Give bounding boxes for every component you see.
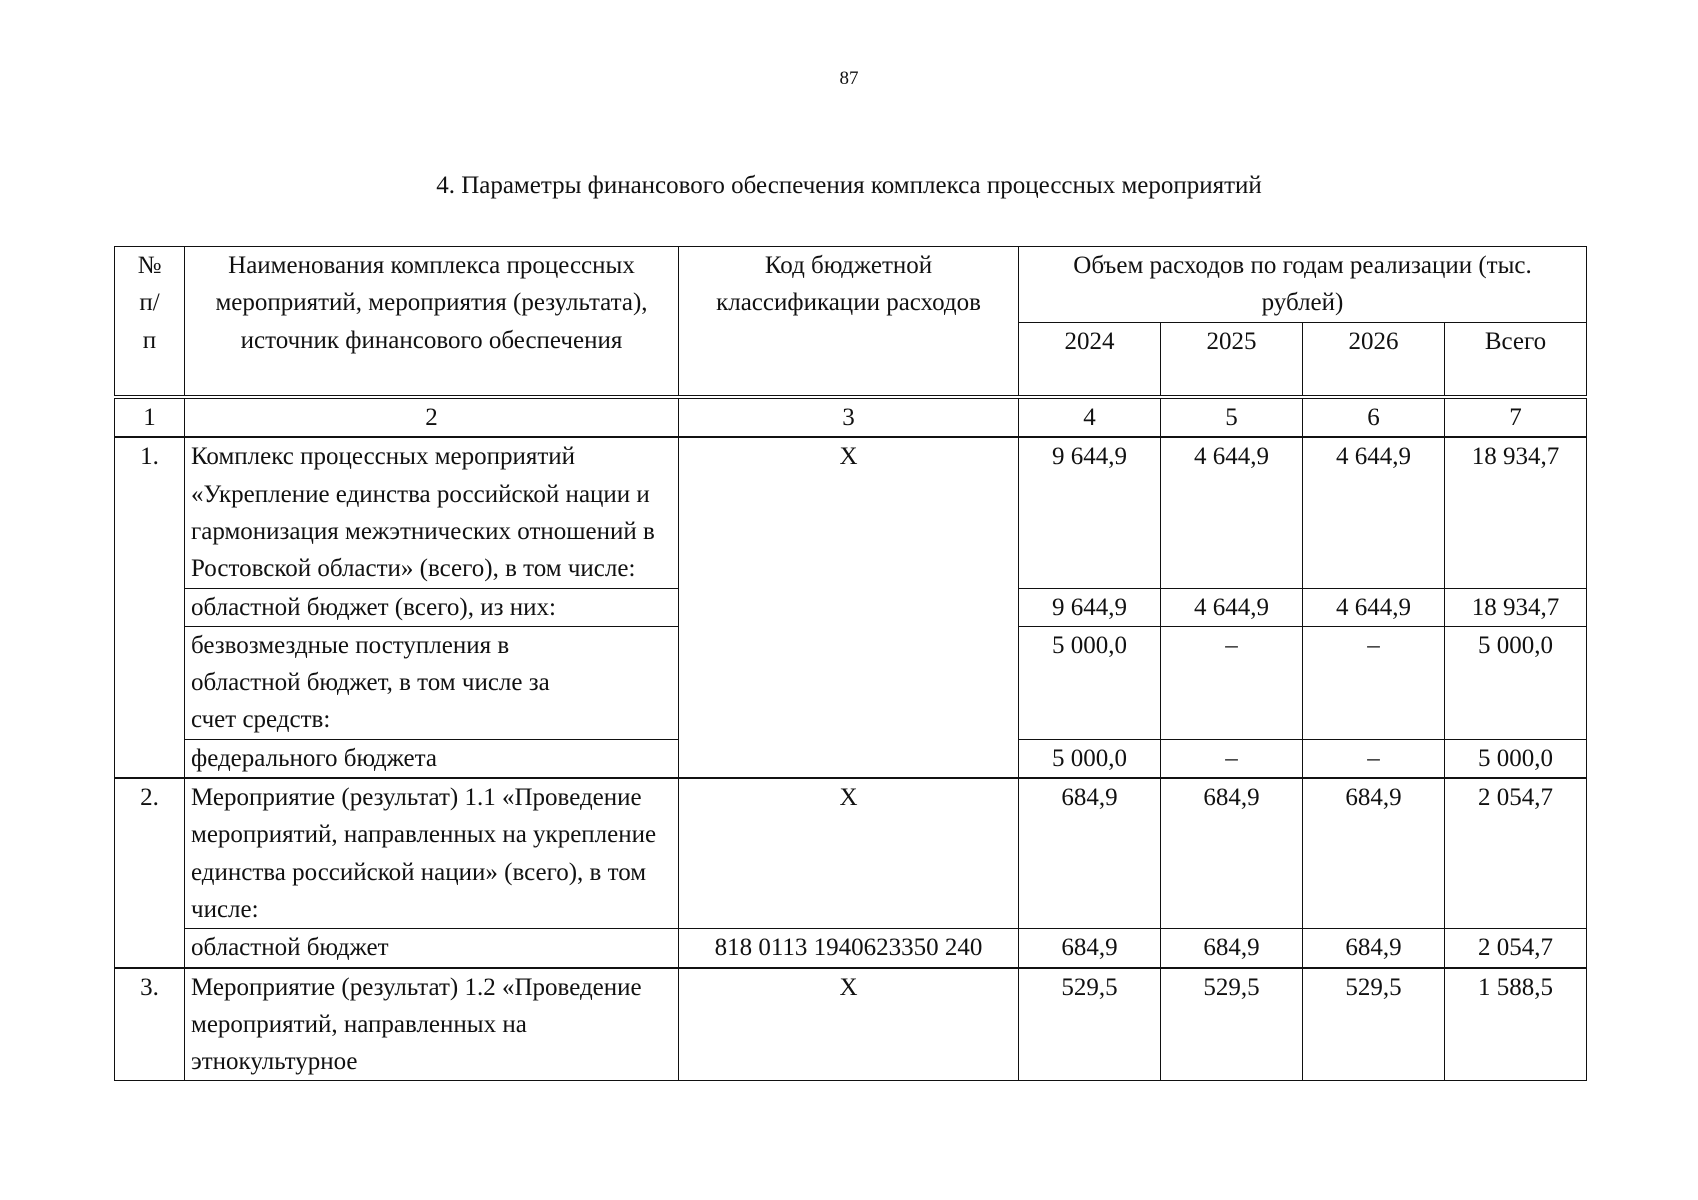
value-total: 5 000,0 <box>1445 739 1587 778</box>
row-number: 1. <box>115 437 185 778</box>
row-code: Х <box>679 968 1019 1081</box>
value-total: 2 054,7 <box>1445 778 1587 929</box>
table-row <box>115 778 1587 929</box>
column-numbers-row <box>115 397 1587 437</box>
row-name: областной бюджет <box>185 929 679 968</box>
value-total: 5 000,0 <box>1445 626 1587 739</box>
value-2025: – <box>1161 626 1303 739</box>
header-name: Наименования комплекса процессных мероприятий, мероприятия (результата), источник финансового обеспечения <box>185 247 679 398</box>
header-total: Всего <box>1445 322 1587 397</box>
value-2026: 684,9 <box>1303 778 1445 929</box>
row-name: Мероприятие (результат) 1.2 «Проведение мероприятий, направленных на этнокультурное <box>185 968 679 1081</box>
column-number: 3 <box>679 397 1019 437</box>
row-number: 2. <box>115 778 185 967</box>
value-2026: – <box>1303 739 1445 778</box>
value-total: 18 934,7 <box>1445 588 1587 626</box>
value-2026: 4 644,9 <box>1303 588 1445 626</box>
row-code: Х <box>679 437 1019 778</box>
row-code: Х <box>679 778 1019 929</box>
row-code: 818 0113 1940623350 240 <box>679 929 1019 968</box>
value-2026: 4 644,9 <box>1303 437 1445 588</box>
value-2024: 9 644,9 <box>1019 437 1161 588</box>
value-total: 18 934,7 <box>1445 437 1587 588</box>
page-number: 87 <box>839 68 859 89</box>
header-code: Код бюджетной классификации расходов <box>679 247 1019 398</box>
value-2026: 684,9 <box>1303 929 1445 968</box>
column-number: 6 <box>1303 397 1445 437</box>
row-name: Мероприятие (результат) 1.1 «Проведение мероприятий, направленных на укрепление единства российской нации» (всего), в том числе: <box>185 778 679 929</box>
value-2025: 684,9 <box>1161 929 1303 968</box>
row-name: областной бюджет (всего), из них: <box>185 588 679 626</box>
header-row <box>115 247 1587 323</box>
row-name: безвозмездные поступления в областной бюджет, в том числе за счет средств: <box>185 626 679 739</box>
row-number: 3. <box>115 968 185 1081</box>
financing-table <box>114 246 1587 1081</box>
table-row <box>115 968 1587 1081</box>
value-2026: 529,5 <box>1303 968 1445 1081</box>
value-total: 1 588,5 <box>1445 968 1587 1081</box>
header-year-2024: 2024 <box>1019 322 1161 397</box>
value-2024: 5 000,0 <box>1019 739 1161 778</box>
row-name: федерального бюджета <box>185 739 679 778</box>
value-2025: – <box>1161 739 1303 778</box>
value-2025: 684,9 <box>1161 778 1303 929</box>
header-year-2025: 2025 <box>1161 322 1303 397</box>
header-volume: Объем расходов по годам реализации (тыс. рублей) <box>1019 247 1587 323</box>
value-total: 2 054,7 <box>1445 929 1587 968</box>
row-name: Комплекс процессных мероприятий «Укрепление единства российской нации и гармонизация межэтнических отношений в Ростовской области» (всего), в том числе: <box>185 437 679 588</box>
column-number: 5 <box>1161 397 1303 437</box>
page-title: 4. Параметры финансового обеспечения комплекса процессных мероприятий <box>436 172 1262 199</box>
value-2024: 684,9 <box>1019 778 1161 929</box>
table-row <box>115 929 1587 968</box>
value-2025: 529,5 <box>1161 968 1303 1081</box>
value-2024: 684,9 <box>1019 929 1161 968</box>
header-num: № п/п <box>115 247 185 398</box>
value-2024: 529,5 <box>1019 968 1161 1081</box>
value-2026: – <box>1303 626 1445 739</box>
column-number: 2 <box>185 397 679 437</box>
table-row <box>115 437 1587 588</box>
value-2024: 5 000,0 <box>1019 626 1161 739</box>
column-number: 4 <box>1019 397 1161 437</box>
column-number: 1 <box>115 397 185 437</box>
value-2025: 4 644,9 <box>1161 437 1303 588</box>
value-2024: 9 644,9 <box>1019 588 1161 626</box>
column-number: 7 <box>1445 397 1587 437</box>
header-year-2026: 2026 <box>1303 322 1445 397</box>
value-2025: 4 644,9 <box>1161 588 1303 626</box>
